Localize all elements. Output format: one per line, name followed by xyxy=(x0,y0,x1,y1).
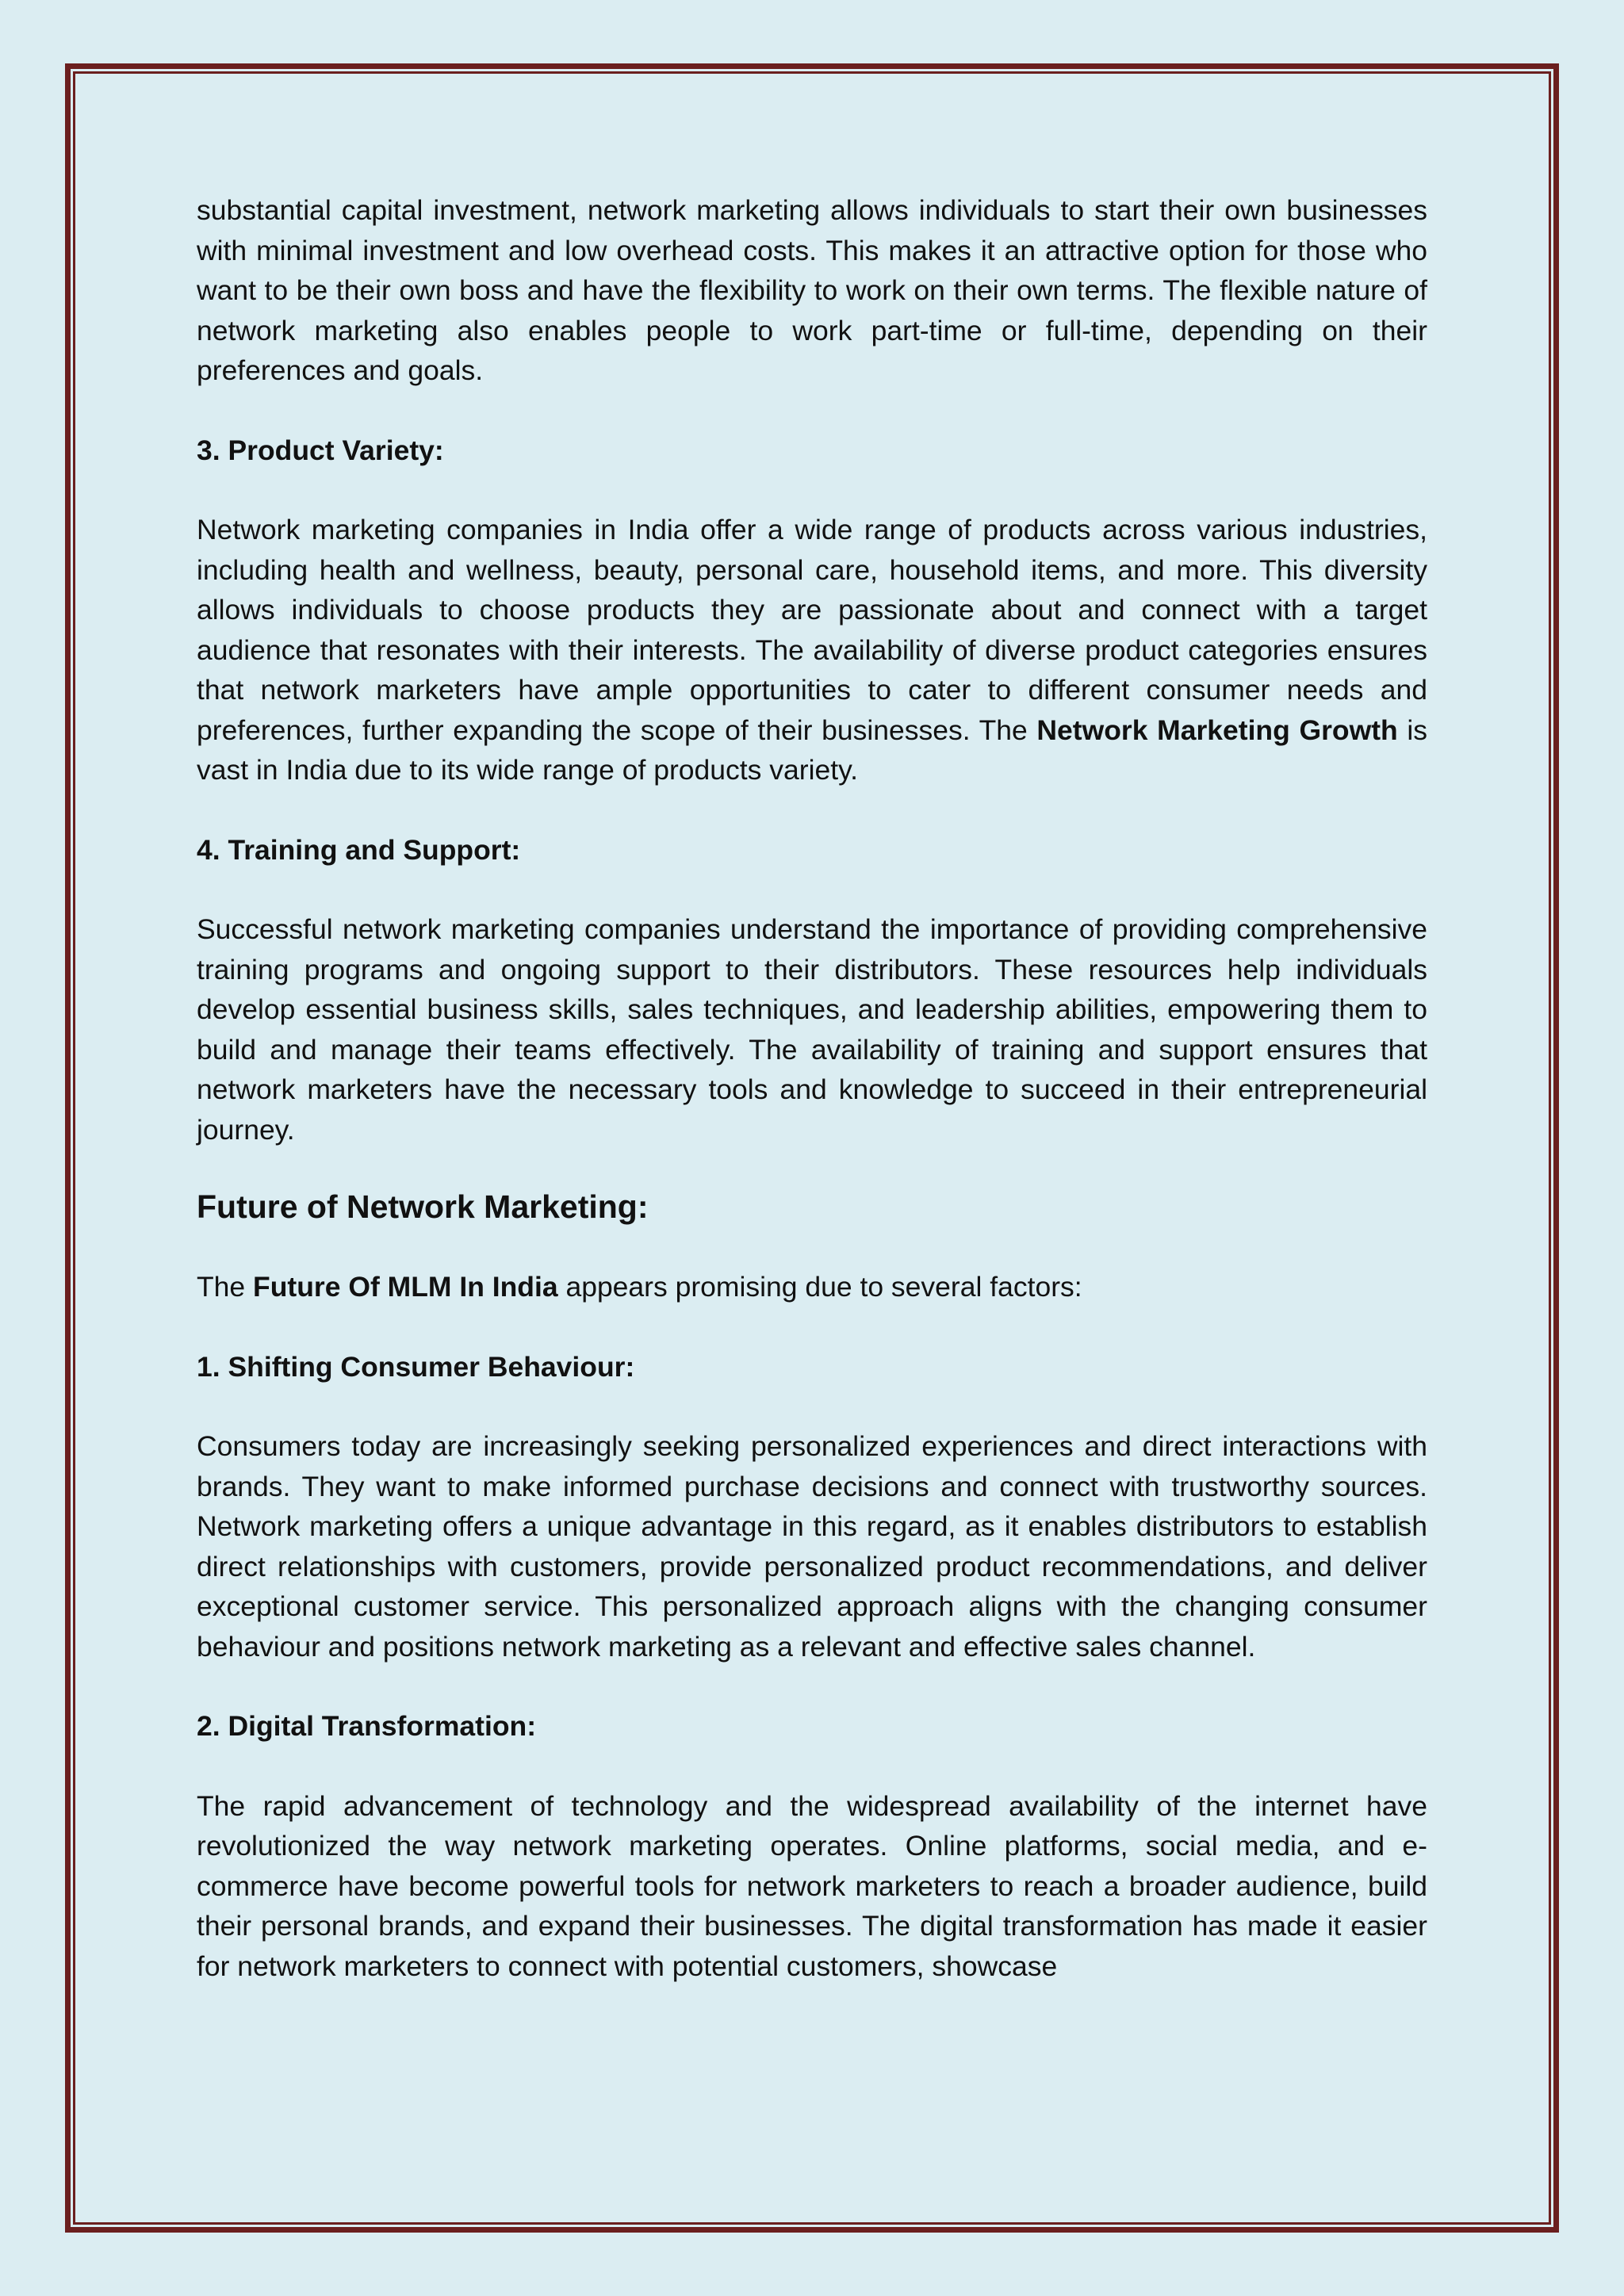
future-section-title: Future of Network Marketing: xyxy=(197,1188,649,1225)
future-intro-post: appears promising due to several factors: xyxy=(557,1271,1082,1303)
training-support-heading: 4. Training and Support: xyxy=(197,833,521,866)
future-intro-paragraph xyxy=(197,1267,1427,1307)
digital-transformation-heading: 2. Digital Transformation: xyxy=(197,1710,537,1742)
consumer-behaviour-paragraph: Consumers today are increasingly seeking personalized experiences and direct interactions with brands. They want to make informed purchase decisions and connect with trustworthy sources. Network marketing offers a unique advantage in this regard, as it enables distributors to establish direct relationships with customers, provide personalized product recommendations, and deliver exceptional customer service. This personalized approach aligns with the changing consumer behaviour and positions network marketing as a relevant and effective sales channel. xyxy=(197,1430,1427,1663)
network-marketing-growth-bold: Network Marketing Growth xyxy=(1036,714,1398,746)
training-support-paragraph: Successful network marketing companies understand the importance of providing comprehensive training programs and ongoing support to their distributors. These resources help individuals develop essential business skills, sales techniques, and leadership abilities, empowering them to build and manage their teams effectively. The availability of training and support ensures that network marketers have the necessary tools and knowledge to succeed in their entrepreneurial journey. xyxy=(197,913,1427,1146)
digital-transformation-paragraph: The rapid advancement of technology and the widespread availability of the internet have revolutionized the way network marketing operates. Online platforms, social media, and e-commerce have become powerful tools for network marketers to reach a broader audience, build their personal brands, and expand their businesses. The digital transformation has made it easier for network marketers to connect with potential customers, showcase xyxy=(197,1789,1427,1982)
product-variety-text-end: is vast in India due to its wide range of products variety. xyxy=(197,714,1427,786)
product-variety-paragraph xyxy=(197,510,1427,790)
consumer-behaviour-heading: 1. Shifting Consumer Behaviour: xyxy=(197,1350,635,1383)
intro-paragraph: substantial capital investment, network marketing allows individuals to start their own businesses with minimal investment and low overhead costs. This makes it an attractive option for those who want to be their own boss and have the flexibility to work on their own terms. The flexible nature of network marketing also enables people to work part-time or full-time, depending on their preferences and goals. xyxy=(197,194,1427,386)
future-intro-pre: The xyxy=(197,1271,254,1303)
future-of-mlm-bold: Future Of MLM In India xyxy=(253,1271,558,1303)
product-variety-text: Network marketing companies in India offer a wide range of products across various industries, including health and wellness, beauty, personal care, household items, and more. This diversity allows individuals to choose products they are passionate about and connect with a target audience that resonates with their interests. The availability of diverse product categories ensures that network marketers have ample opportunities to cater to different consumer needs and preferences, further expanding the scope of their businesses. The xyxy=(197,514,1427,746)
product-variety-heading: 3. Product Variety: xyxy=(197,434,444,466)
document-body xyxy=(197,190,1427,2026)
